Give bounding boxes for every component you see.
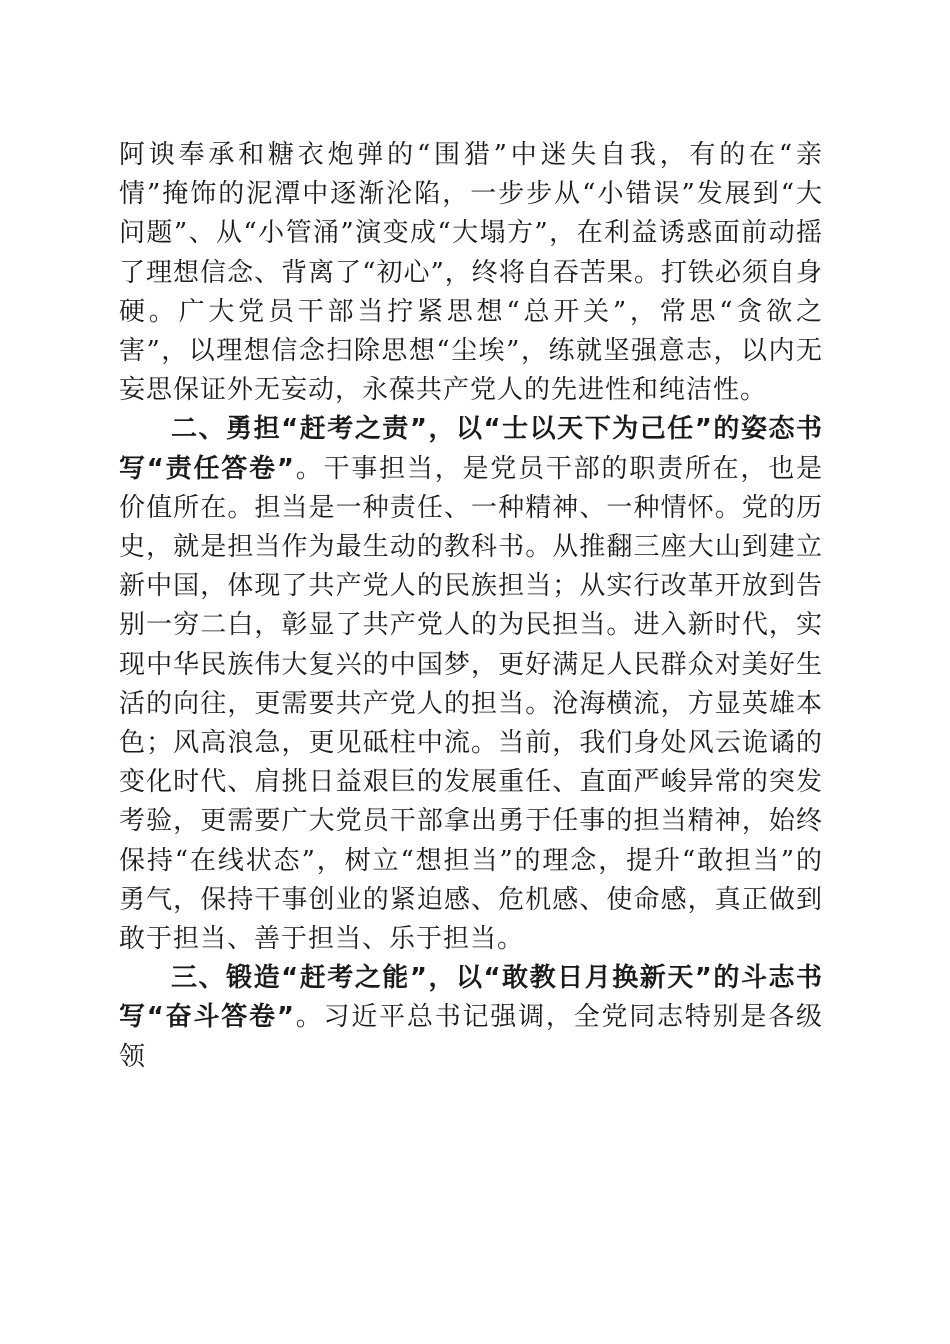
- paragraph-body: 。干事担当，是党员干部的职责所在，也是价值所在。担当是一种责任、一种精神、一种情怀。党的历史，就是担当作为最生动的教科书。从推翻三座大山到建立新中国，体现了共产党人的民族担当；从实行改革开放到告别一穷二白，彰显了共产党人的为民担当。进入新时代，实现中华民族伟大复兴的中国梦，更好满足人民群众对美好生活的向往，更需要共产党人的担当。沧海横流，方显英雄本色；风高浪急，更见砥柱中流。当前，我们身处风云诡谲的变化时代、肩挑日益艰巨的发展重任、直面严峻异常的突发考验，更需要广大党员干部拿出勇于任事的担当精神，始终保持“在线状态”，树立“想担当”的理念，提升“敢担当”的勇气，保持干事创业的紧迫感、危机感、使命感，真正做到敢于担当、善于担当、乐于担当。: [119, 453, 823, 955]
- paragraph-section-two: [119, 410, 823, 959]
- section-heading: 二、勇担“赶考之责”，以“士以天下为己任”的姿态书写“责任答卷”: [119, 414, 823, 484]
- paragraph-continuation: [119, 136, 823, 410]
- paragraph-body: 。习近平总书记强调，全党同志特别是各级领: [119, 1002, 823, 1072]
- section-heading: 三、锻造“赶考之能”，以“敢教日月换新天”的斗志书写“奋斗答卷”: [119, 963, 823, 1033]
- document-page: [119, 136, 823, 1077]
- paragraph-body: 阿谀奉承和糖衣炮弹的“围猎”中迷失自我，有的在“亲情”掩饰的泥潭中逐渐沦陷，一步步从“小错误”发展到“大问题”、从“小管涌”演变成“大塌方”，在利益诱惑面前动摇了理想信念、背离了“初心”，终将自吞苦果。打铁必须自身硬。广大党员干部当拧紧思想“总开关”，常思“贪欲之害”，以理想信念扫除思想“尘埃”，练就坚强意志，以内无妄思保证外无妄动，永葆共产党人的先进性和纯洁性。: [119, 140, 823, 406]
- paragraph-section-three: [119, 959, 823, 1077]
